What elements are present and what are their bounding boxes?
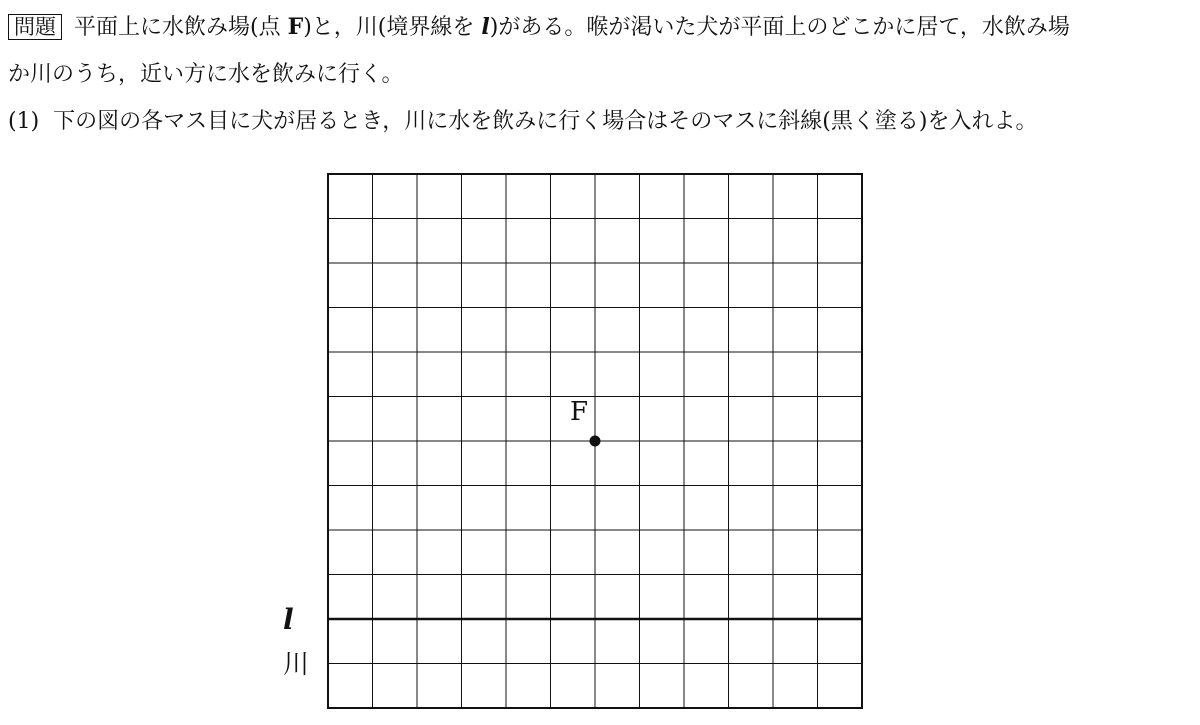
grid-cell[interactable] xyxy=(462,174,507,219)
river-cell[interactable] xyxy=(506,664,551,709)
grid-cell[interactable] xyxy=(595,308,640,353)
grid-cell[interactable] xyxy=(640,219,685,264)
grid-cell[interactable] xyxy=(595,530,640,575)
grid-cell[interactable] xyxy=(818,486,863,531)
grid-cell[interactable] xyxy=(373,575,418,620)
grid-cell[interactable] xyxy=(373,441,418,486)
grid-cell[interactable] xyxy=(818,219,863,264)
grid-cell[interactable] xyxy=(773,441,818,486)
grid-cell[interactable] xyxy=(417,530,462,575)
grid-cell[interactable] xyxy=(595,486,640,531)
grid-cell[interactable] xyxy=(640,263,685,308)
river-cell[interactable] xyxy=(595,619,640,664)
grid-cell[interactable] xyxy=(818,352,863,397)
grid-cell[interactable] xyxy=(551,441,596,486)
grid-cell[interactable] xyxy=(640,397,685,442)
grid-cell[interactable] xyxy=(773,352,818,397)
grid-cell[interactable] xyxy=(818,441,863,486)
grid-cell[interactable] xyxy=(462,263,507,308)
grid-cell[interactable] xyxy=(373,530,418,575)
river-cell[interactable] xyxy=(729,619,774,664)
grid-cell[interactable] xyxy=(373,308,418,353)
grid-cell[interactable] xyxy=(328,308,373,353)
grid-cell[interactable] xyxy=(328,263,373,308)
grid-cell[interactable] xyxy=(818,575,863,620)
grid-cell[interactable] xyxy=(506,441,551,486)
grid-cell[interactable] xyxy=(462,575,507,620)
point-f-marker xyxy=(590,436,601,447)
grid-cell[interactable] xyxy=(729,308,774,353)
grid-cell[interactable] xyxy=(462,308,507,353)
river-cell[interactable] xyxy=(373,619,418,664)
grid-cell[interactable] xyxy=(684,486,729,531)
grid-cell[interactable] xyxy=(640,174,685,219)
grid-cell[interactable] xyxy=(551,575,596,620)
grid-cell[interactable] xyxy=(506,575,551,620)
grid-cell[interactable] xyxy=(818,530,863,575)
river-cell[interactable] xyxy=(328,664,373,709)
grid-cell[interactable] xyxy=(506,174,551,219)
grid-cell[interactable] xyxy=(729,530,774,575)
grid-cell[interactable] xyxy=(462,530,507,575)
grid-cell[interactable] xyxy=(595,441,640,486)
grid-cell[interactable] xyxy=(328,530,373,575)
grid-cell[interactable] xyxy=(818,174,863,219)
river-cell[interactable] xyxy=(729,664,774,709)
river-cell[interactable] xyxy=(373,664,418,709)
grid-cell[interactable] xyxy=(506,397,551,442)
grid-cell[interactable] xyxy=(373,397,418,442)
grid-cell[interactable] xyxy=(328,219,373,264)
grid-cell[interactable] xyxy=(417,352,462,397)
problem-boundary-l: l xyxy=(481,14,490,40)
grid-cell[interactable] xyxy=(328,575,373,620)
grid-cell[interactable] xyxy=(595,352,640,397)
grid-cell[interactable] xyxy=(640,441,685,486)
grid-cell[interactable] xyxy=(640,486,685,531)
grid-cell[interactable] xyxy=(684,441,729,486)
grid-cell[interactable] xyxy=(729,575,774,620)
grid-cell[interactable] xyxy=(729,397,774,442)
grid-cell[interactable] xyxy=(506,263,551,308)
river-cell[interactable] xyxy=(328,619,373,664)
grid-cell[interactable] xyxy=(417,397,462,442)
grid-cell[interactable] xyxy=(684,308,729,353)
grid-cell[interactable] xyxy=(462,352,507,397)
grid-cell[interactable] xyxy=(684,530,729,575)
grid-cell[interactable] xyxy=(417,263,462,308)
grid-cell[interactable] xyxy=(462,219,507,264)
grid-cell[interactable] xyxy=(328,352,373,397)
grid-cell[interactable] xyxy=(328,486,373,531)
grid-cell[interactable] xyxy=(328,441,373,486)
grid-cell[interactable] xyxy=(462,486,507,531)
grid-cell[interactable] xyxy=(640,352,685,397)
grid-cell[interactable] xyxy=(773,263,818,308)
river-cell[interactable] xyxy=(595,664,640,709)
grid-cell[interactable] xyxy=(328,174,373,219)
grid-cell[interactable] xyxy=(373,219,418,264)
boundary-label: l xyxy=(283,603,294,636)
grid-cell[interactable] xyxy=(595,575,640,620)
river-cell[interactable] xyxy=(551,619,596,664)
grid-cell[interactable] xyxy=(551,486,596,531)
grid-cell[interactable] xyxy=(640,308,685,353)
river-cell[interactable] xyxy=(640,619,685,664)
river-cell[interactable] xyxy=(773,664,818,709)
grid-cell[interactable] xyxy=(417,486,462,531)
grid-cell[interactable] xyxy=(640,575,685,620)
problem-tag: 問題 xyxy=(8,14,62,40)
river-cell[interactable] xyxy=(773,619,818,664)
problem-text-a: 平面上に水飲み場(点 xyxy=(74,15,288,40)
grid-cell[interactable] xyxy=(373,486,418,531)
river-cell[interactable] xyxy=(640,664,685,709)
grid-cell[interactable] xyxy=(818,397,863,442)
grid-cell[interactable] xyxy=(684,352,729,397)
grid-cell[interactable] xyxy=(729,263,774,308)
grid-cell[interactable] xyxy=(773,530,818,575)
grid-cell[interactable] xyxy=(595,263,640,308)
river-cell[interactable] xyxy=(684,619,729,664)
grid-cell[interactable] xyxy=(417,219,462,264)
grid-cell[interactable] xyxy=(729,441,774,486)
river-label: 川 xyxy=(283,650,310,680)
point-f-label: F xyxy=(570,397,589,427)
grid-cell[interactable] xyxy=(595,397,640,442)
river-cell[interactable] xyxy=(818,664,863,709)
grid-cell[interactable] xyxy=(506,219,551,264)
grid-cell[interactable] xyxy=(417,308,462,353)
grid-cell[interactable] xyxy=(684,575,729,620)
grid-cell[interactable] xyxy=(506,530,551,575)
grid-cell[interactable] xyxy=(506,308,551,353)
grid-cell[interactable] xyxy=(773,575,818,620)
grid-cell[interactable] xyxy=(818,308,863,353)
problem-text-c: )がある。喉が渇いた犬が平面上のどこかに居て，水飲み場 xyxy=(489,15,1070,40)
river-cell[interactable] xyxy=(462,619,507,664)
question-number: (1) xyxy=(8,109,40,134)
grid-cell[interactable] xyxy=(551,308,596,353)
grid-cell[interactable] xyxy=(506,352,551,397)
grid-cell[interactable] xyxy=(595,219,640,264)
grid-cell[interactable] xyxy=(595,174,640,219)
grid-cell[interactable] xyxy=(684,397,729,442)
grid-cell[interactable] xyxy=(373,174,418,219)
river-cell[interactable] xyxy=(462,664,507,709)
grid-cell[interactable] xyxy=(462,397,507,442)
grid-cell[interactable] xyxy=(462,441,507,486)
grid-cell[interactable] xyxy=(773,308,818,353)
grid-cell[interactable] xyxy=(551,174,596,219)
problem-line-2: か川のうち，近い方に水を飲みに行く。 xyxy=(8,62,404,87)
grid-cell[interactable] xyxy=(551,219,596,264)
grid-cell[interactable] xyxy=(417,575,462,620)
grid-cell[interactable] xyxy=(640,530,685,575)
grid-cell[interactable] xyxy=(373,352,418,397)
grid-cell[interactable] xyxy=(729,174,774,219)
problem-point-f: F xyxy=(287,14,304,40)
grid-cell[interactable] xyxy=(773,219,818,264)
river-cell[interactable] xyxy=(551,664,596,709)
grid-cell[interactable] xyxy=(729,352,774,397)
grid-cell[interactable] xyxy=(551,530,596,575)
grid-cell[interactable] xyxy=(773,397,818,442)
grid-cell[interactable] xyxy=(417,441,462,486)
grid-cell[interactable] xyxy=(773,174,818,219)
grid-cell[interactable] xyxy=(684,263,729,308)
grid-cell[interactable] xyxy=(773,486,818,531)
grid-cell[interactable] xyxy=(551,352,596,397)
river-cell[interactable] xyxy=(506,619,551,664)
grid-cell[interactable] xyxy=(506,486,551,531)
grid-cell[interactable] xyxy=(729,219,774,264)
river-cell[interactable] xyxy=(417,664,462,709)
grid-cell[interactable] xyxy=(818,263,863,308)
grid-cell[interactable] xyxy=(328,397,373,442)
grid-cell[interactable] xyxy=(417,174,462,219)
river-cell[interactable] xyxy=(818,619,863,664)
question-text: 下の図の各マス目に犬が居るとき，川に水を飲みに行く場合はそのマスに斜線(黒く塗る)を入れよ。 xyxy=(53,109,1038,134)
grid-cell[interactable] xyxy=(684,219,729,264)
grid-cell[interactable] xyxy=(684,174,729,219)
river-cell[interactable] xyxy=(417,619,462,664)
problem-text-b: )と，川(境界線を xyxy=(303,15,482,40)
river-cell[interactable] xyxy=(684,664,729,709)
grid-cell[interactable] xyxy=(729,486,774,531)
grid-cell[interactable] xyxy=(551,263,596,308)
grid-cell[interactable] xyxy=(373,263,418,308)
